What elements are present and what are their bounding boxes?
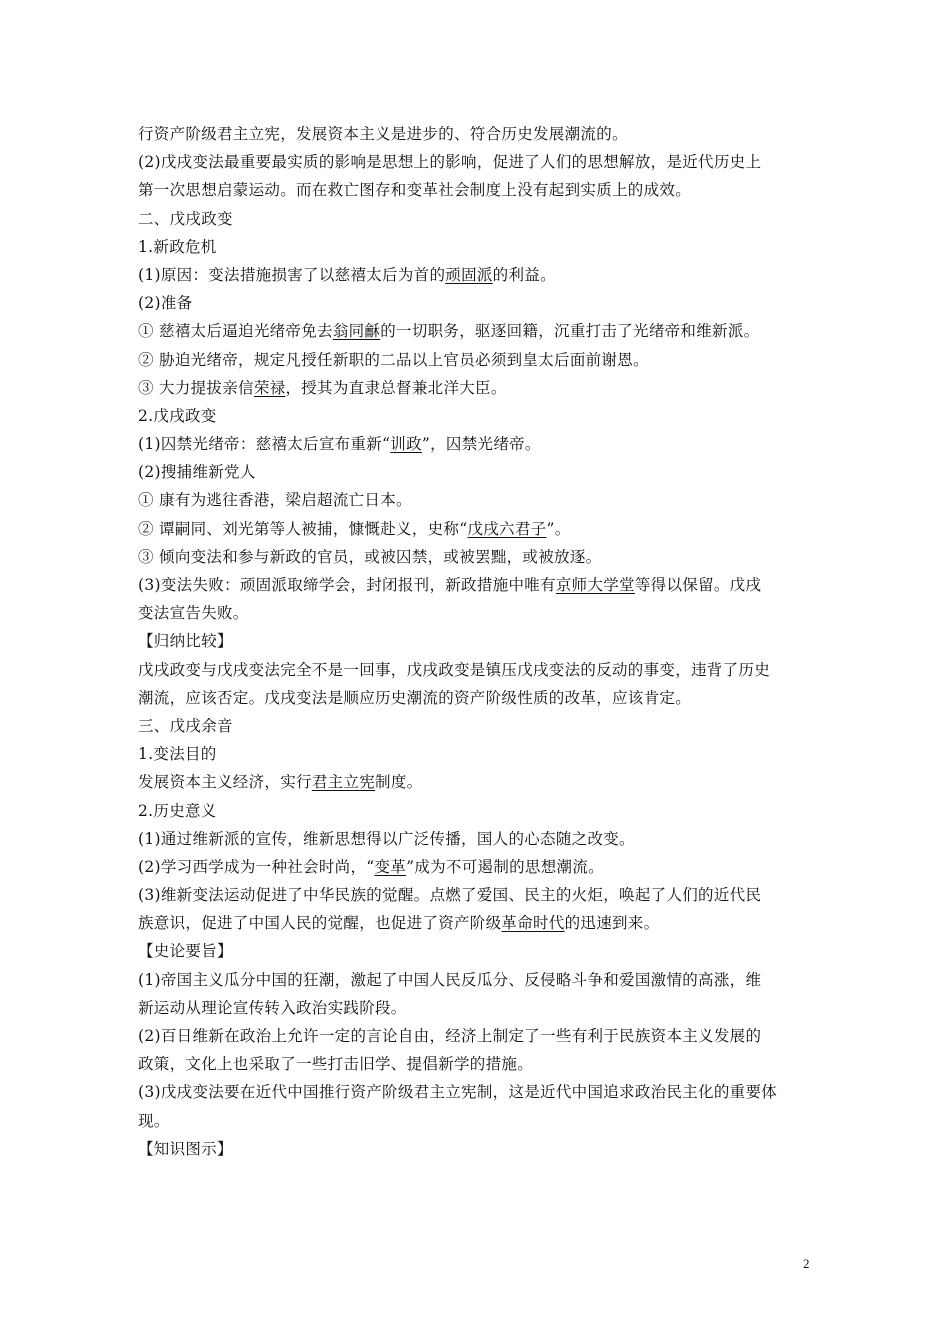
text-segment: (2)准备 — [138, 294, 193, 313]
text-line — [138, 1022, 818, 1050]
underlined-term: 顽固派 — [445, 265, 493, 284]
text-segment: 第一次思想启蒙运动。而在救亡图存和变革社会制度上没有起到实质上的成效。 — [138, 181, 692, 200]
text-line — [138, 486, 818, 514]
text-line — [138, 656, 818, 684]
underlined-term: 君主立宪 — [311, 773, 376, 792]
text-line — [138, 994, 818, 1022]
text-line — [138, 176, 818, 204]
underlined-term: 变革 — [374, 857, 407, 876]
text-segment: 2.戊戌政变 — [138, 406, 217, 425]
text-line — [138, 684, 818, 712]
text-segment: 潮流，应该否定。戊戌变法是顺应历史潮流的资产阶级性质的改革，应该肯定。 — [138, 688, 692, 707]
text-segment: ”成为不可遏制的思想潮流。 — [406, 857, 604, 876]
text-segment: (1)通过维新派的宣传，维新思想得以广泛传播，国人的心态随之改变。 — [138, 829, 635, 848]
text-segment: (1)囚禁光绪帝：慈禧太后宣布重新“ — [138, 435, 391, 454]
text-segment: 族意识，促进了中国人民的觉醒，也促进了资产阶级 — [138, 914, 502, 933]
text-segment: (1)帝国主义瓜分中国的狂潮，激起了中国人民反瓜分、反侵略斗争和爱国激情的高涨，维 — [138, 970, 762, 989]
text-line — [138, 797, 818, 825]
text-line — [138, 825, 818, 853]
text-segment: (2)搜捕维新党人 — [138, 463, 256, 482]
text-segment: ① 康有为逃往香港，梁启超流亡日本。 — [138, 491, 412, 510]
text-segment: 2.历史意义 — [138, 801, 217, 820]
text-segment: ③ 大力提拔亲信 — [138, 378, 254, 397]
text-segment: 的迅速到来。 — [564, 914, 660, 933]
text-line — [138, 1050, 818, 1078]
text-line — [138, 317, 818, 345]
underlined-term: 训政 — [390, 435, 422, 454]
text-segment: 政策，文化上也采取了一些打击旧学、提倡新学的措施。 — [138, 1055, 534, 1074]
text-line — [138, 853, 818, 881]
text-segment: (3)变法失败：顽固派取缔学会，封闭报刊，新政措施中唯有 — [138, 576, 556, 594]
text-line — [138, 1135, 818, 1163]
text-line — [138, 346, 818, 374]
text-line — [138, 937, 818, 965]
page-number: 2 — [803, 1256, 810, 1271]
text-line — [138, 205, 818, 233]
text-segment: 行资产阶级君主立宪，发展资本主义是进步的、符合历史发展潮流的。 — [138, 125, 628, 143]
text-segment: ② 谭嗣同、刘光第等人被捕，慷慨赴义，史称“ — [138, 519, 468, 538]
text-line — [138, 289, 818, 317]
text-line — [138, 909, 818, 937]
text-segment: (3)戊戌变法要在近代中国推行资产阶级君主立宪制，这是近代中国追求政治民主化的重要体 — [138, 1083, 778, 1102]
text-segment: 制度。 — [375, 773, 423, 792]
text-segment: ”。 — [546, 519, 571, 538]
text-line — [138, 571, 818, 599]
text-line — [138, 402, 818, 430]
underlined-term: 翁同龢 — [332, 322, 381, 341]
text-line — [138, 120, 818, 148]
text-line — [138, 148, 818, 176]
underlined-term: 戊戌六君子 — [467, 519, 547, 538]
text-segment: 的利益。 — [492, 265, 556, 284]
text-segment: (2)学习西学成为一种社会时尚，“ — [138, 857, 375, 876]
text-segment: 新运动从理论宣传转入政治实践阶段。 — [138, 998, 407, 1017]
text-segment: 1.变法目的 — [138, 745, 217, 764]
text-segment: 现。 — [138, 1111, 170, 1130]
text-line — [138, 543, 818, 571]
text-line — [138, 627, 818, 655]
document-body — [138, 120, 818, 1163]
text-segment: 【知识图示】 — [138, 1139, 233, 1158]
text-segment: 【史论要旨】 — [138, 942, 233, 961]
text-segment: (2)百日维新在政治上允许一定的言论自由，经济上制定了一些有利于民族资本主义发展的 — [138, 1027, 762, 1045]
text-segment: 发展资本主义经济，实行 — [138, 773, 312, 792]
text-line — [138, 1107, 818, 1135]
text-segment: (2)戊戌变法最重要最实质的影响是思想上的影响，促进了人们的思想解放，是近代历史上 — [138, 153, 762, 172]
text-line — [138, 430, 818, 458]
text-segment: 三、戊戌余音 — [138, 716, 233, 735]
text-segment: (3)维新变法运动促进了中华民族的觉醒。点燃了爱国、民主的火炬，唤起了人们的近代民 — [138, 886, 762, 905]
text-segment: 1.新政危机 — [138, 237, 217, 256]
text-segment: 【归纳比较】 — [138, 632, 233, 651]
text-segment: 二、戊戌政变 — [138, 209, 233, 228]
text-segment: 戊戌政变与戊戌变法完全不是一回事，戊戌政变是镇压戊戌变法的反动的事变，违背了历史 — [138, 660, 771, 679]
text-segment: ”，囚禁光绪帝。 — [421, 435, 541, 454]
text-segment: (1)原因：变法措施损害了以慈禧太后为首的 — [138, 265, 446, 284]
text-line — [138, 966, 818, 994]
text-line — [138, 740, 818, 768]
text-line — [138, 768, 818, 796]
text-segment: 的一切职务，驱逐回籍，沉重打击了光绪帝和维新派。 — [380, 322, 760, 341]
text-line — [138, 261, 818, 289]
text-segment: ，授其为直隶总督兼北洋大臣。 — [285, 378, 507, 397]
text-line — [138, 458, 818, 486]
text-segment: ② 胁迫光绪帝，规定凡授任新职的二品以上官员必须到皇太后面前谢恩。 — [138, 350, 649, 369]
text-line — [138, 712, 818, 740]
text-segment: 等得以保留。戊戌 — [634, 576, 762, 594]
text-segment: 变法宣告失败。 — [138, 604, 249, 623]
text-line — [138, 599, 818, 627]
text-line — [138, 374, 818, 402]
underlined-term: 革命时代 — [501, 914, 565, 933]
text-line — [138, 515, 818, 543]
underlined-term: 荣禄 — [253, 378, 286, 397]
text-line — [138, 1078, 818, 1106]
text-segment: ① 慈禧太后逼迫光绪帝免去 — [138, 322, 333, 341]
text-line — [138, 881, 818, 909]
underlined-term: 京师大学堂 — [555, 576, 635, 594]
text-segment: ③ 倾向变法和参与新政的官员，或被囚禁，或被罢黜，或被放逐。 — [138, 547, 602, 566]
text-line — [138, 233, 818, 261]
